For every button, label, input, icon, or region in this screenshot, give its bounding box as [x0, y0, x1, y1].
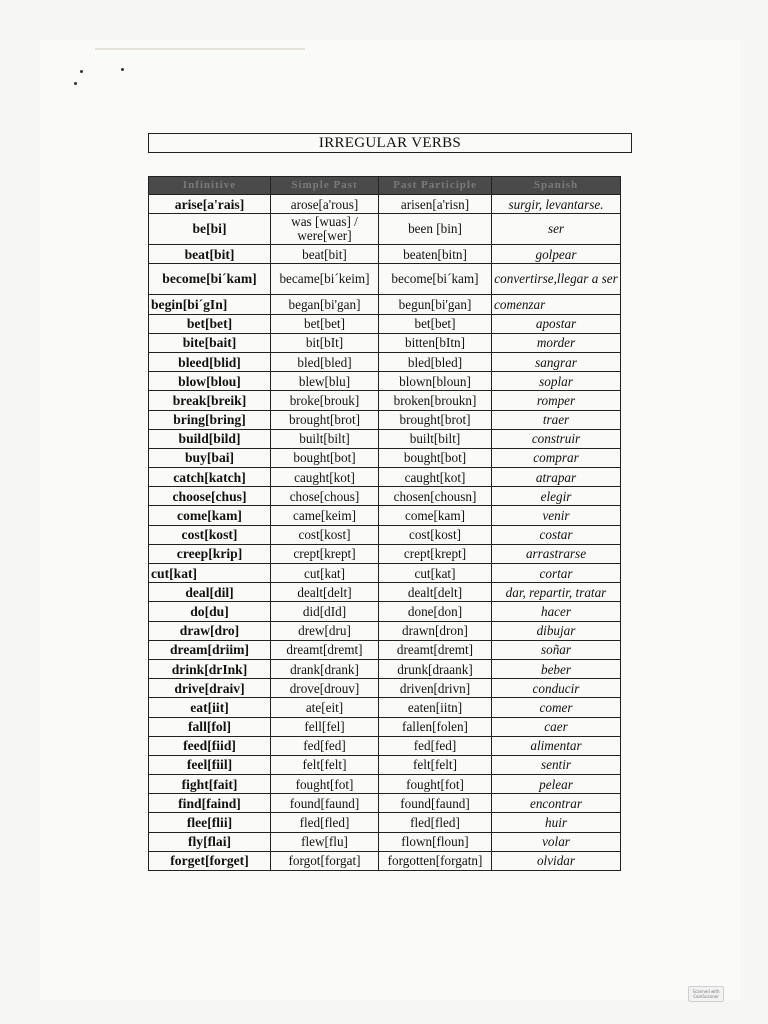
- table-row: [149, 736, 621, 755]
- infinitive-cell: feed[fiid]: [149, 736, 271, 755]
- simple-past-cell: arose[a'rous]: [271, 195, 379, 214]
- spanish-cell: traer: [492, 410, 621, 429]
- table-row: [149, 794, 621, 813]
- past-participle-cell: fought[fot]: [379, 775, 492, 794]
- past-participle-cell: dreamt[dremt]: [379, 640, 492, 659]
- spanish-cell: beber: [492, 659, 621, 678]
- infinitive-cell: do[du]: [149, 602, 271, 621]
- infinitive-cell: bet[bet]: [149, 314, 271, 333]
- table-row: [149, 372, 621, 391]
- simple-past-cell: bought[bot]: [271, 448, 379, 467]
- spanish-cell: cortar: [492, 564, 621, 583]
- table-row: [149, 314, 621, 333]
- infinitive-cell: catch[katch]: [149, 468, 271, 487]
- infinitive-cell: be[bi]: [149, 214, 271, 245]
- irregular-verbs-table: [148, 176, 621, 871]
- infinitive-cell: bring[bring]: [149, 410, 271, 429]
- infinitive-cell: break[breik]: [149, 391, 271, 410]
- camscanner-badge: [688, 986, 724, 1002]
- past-participle-cell: done[don]: [379, 602, 492, 621]
- simple-past-cell: forgot[forgat]: [271, 851, 379, 870]
- past-participle-cell: drawn[dron]: [379, 621, 492, 640]
- simple-past-cell: drew[dru]: [271, 621, 379, 640]
- infinitive-cell: fly[flai]: [149, 832, 271, 851]
- past-participle-cell: bought[bot]: [379, 448, 492, 467]
- spanish-cell: dar, repartir, tratar: [492, 583, 621, 602]
- infinitive-cell: creep[krip]: [149, 544, 271, 563]
- spanish-cell: venir: [492, 506, 621, 525]
- table-row: [149, 583, 621, 602]
- spanish-cell: sangrar: [492, 352, 621, 371]
- infinitive-cell: become[bi´kam]: [149, 264, 271, 295]
- table-row: [149, 679, 621, 698]
- infinitive-cell: cut[kat]: [149, 564, 271, 583]
- past-participle-cell: bled[bled]: [379, 352, 492, 371]
- table-row: [149, 195, 621, 214]
- simple-past-cell: crept[krept]: [271, 544, 379, 563]
- spanish-cell: comprar: [492, 448, 621, 467]
- simple-past-cell: fought[fot]: [271, 775, 379, 794]
- past-participle-cell: found[faund]: [379, 794, 492, 813]
- spanish-cell: elegir: [492, 487, 621, 506]
- infinitive-cell: buy[bai]: [149, 448, 271, 467]
- header-infinitive: Infinitive: [149, 177, 271, 195]
- infinitive-cell: forget[forget]: [149, 851, 271, 870]
- table-body: [149, 195, 621, 871]
- scan-speck: [74, 82, 77, 85]
- table-row: [149, 544, 621, 563]
- past-participle-cell: arisen[a'risn]: [379, 195, 492, 214]
- infinitive-cell: bleed[blid]: [149, 352, 271, 371]
- infinitive-cell: feel[fiil]: [149, 755, 271, 774]
- infinitive-cell: build[bild]: [149, 429, 271, 448]
- simple-past-cell: dealt[delt]: [271, 583, 379, 602]
- infinitive-cell: fall[fol]: [149, 717, 271, 736]
- spanish-cell: dibujar: [492, 621, 621, 640]
- scan-edge-line: [95, 48, 305, 50]
- simple-past-cell: felt[felt]: [271, 755, 379, 774]
- table-row: [149, 602, 621, 621]
- past-participle-cell: become[bi´kam]: [379, 264, 492, 295]
- spanish-cell: conducir: [492, 679, 621, 698]
- simple-past-cell: was [wuas] / were[wer]: [271, 214, 379, 245]
- simple-past-cell: blew[blu]: [271, 372, 379, 391]
- infinitive-cell: flee[flii]: [149, 813, 271, 832]
- past-participle-cell: come[kam]: [379, 506, 492, 525]
- simple-past-cell: caught[kot]: [271, 468, 379, 487]
- past-participle-cell: cost[kost]: [379, 525, 492, 544]
- spanish-cell: olvidar: [492, 851, 621, 870]
- simple-past-cell: bled[bled]: [271, 352, 379, 371]
- spanish-cell: encontrar: [492, 794, 621, 813]
- simple-past-cell: brought[brot]: [271, 410, 379, 429]
- past-participle-cell: brought[brot]: [379, 410, 492, 429]
- table-row: [149, 214, 621, 245]
- infinitive-cell: drive[draiv]: [149, 679, 271, 698]
- header-simple-past: Simple Past: [271, 177, 379, 195]
- past-participle-cell: bitten[bItn]: [379, 333, 492, 352]
- spanish-cell: comer: [492, 698, 621, 717]
- simple-past-cell: found[faund]: [271, 794, 379, 813]
- table-row: [149, 448, 621, 467]
- table-row: [149, 698, 621, 717]
- infinitive-cell: deal[dil]: [149, 583, 271, 602]
- past-participle-cell: built[bilt]: [379, 429, 492, 448]
- simple-past-cell: began[bi'gan]: [271, 295, 379, 314]
- past-participle-cell: chosen[chousn]: [379, 487, 492, 506]
- spanish-cell: soñar: [492, 640, 621, 659]
- spanish-cell: huir: [492, 813, 621, 832]
- table-row: [149, 717, 621, 736]
- infinitive-cell: draw[dro]: [149, 621, 271, 640]
- spanish-cell: morder: [492, 333, 621, 352]
- spanish-cell: arrastrarse: [492, 544, 621, 563]
- spanish-cell: construir: [492, 429, 621, 448]
- infinitive-cell: drink[drInk]: [149, 659, 271, 678]
- simple-past-cell: fed[fed]: [271, 736, 379, 755]
- simple-past-cell: fell[fel]: [271, 717, 379, 736]
- past-participle-cell: broken[broukn]: [379, 391, 492, 410]
- spanish-cell: volar: [492, 832, 621, 851]
- simple-past-cell: came[keim]: [271, 506, 379, 525]
- infinitive-cell: begin[bi´gIn]: [149, 295, 271, 314]
- spanish-cell: caer: [492, 717, 621, 736]
- past-participle-cell: fled[fled]: [379, 813, 492, 832]
- simple-past-cell: bet[bet]: [271, 314, 379, 333]
- past-participle-cell: eaten[iitn]: [379, 698, 492, 717]
- infinitive-cell: beat[bit]: [149, 245, 271, 264]
- past-participle-cell: forgotten[forgatn]: [379, 851, 492, 870]
- table-row: [149, 640, 621, 659]
- table-row: [149, 525, 621, 544]
- table-row: [149, 468, 621, 487]
- page-title: IRREGULAR VERBS: [148, 133, 632, 153]
- infinitive-cell: choose[chus]: [149, 487, 271, 506]
- simple-past-cell: flew[flu]: [271, 832, 379, 851]
- spanish-cell: soplar: [492, 372, 621, 391]
- past-participle-cell: fed[fed]: [379, 736, 492, 755]
- table-row: [149, 264, 621, 295]
- table-row: [149, 245, 621, 264]
- table-row: [149, 487, 621, 506]
- table-row: [149, 832, 621, 851]
- simple-past-cell: did[dId]: [271, 602, 379, 621]
- table-row: [149, 755, 621, 774]
- simple-past-cell: broke[brouk]: [271, 391, 379, 410]
- table-row: [149, 621, 621, 640]
- past-participle-cell: driven[drivn]: [379, 679, 492, 698]
- table-row: [149, 410, 621, 429]
- infinitive-cell: cost[kost]: [149, 525, 271, 544]
- table-row: [149, 851, 621, 870]
- past-participle-cell: dealt[delt]: [379, 583, 492, 602]
- past-participle-cell: been [bin]: [379, 214, 492, 245]
- scan-speck: [121, 68, 124, 71]
- header-past-participle: Past Participle: [379, 177, 492, 195]
- past-participle-cell: cut[kat]: [379, 564, 492, 583]
- infinitive-cell: fight[fait]: [149, 775, 271, 794]
- scanner-line2: CamScanner: [693, 994, 719, 999]
- simple-past-cell: bit[bIt]: [271, 333, 379, 352]
- table-row: [149, 333, 621, 352]
- table-row: [149, 813, 621, 832]
- table-row: [149, 659, 621, 678]
- infinitive-cell: arise[a'rais]: [149, 195, 271, 214]
- simple-past-cell: built[bilt]: [271, 429, 379, 448]
- table-row: [149, 391, 621, 410]
- table-row: [149, 564, 621, 583]
- past-participle-cell: flown[floun]: [379, 832, 492, 851]
- spanish-cell: atrapar: [492, 468, 621, 487]
- infinitive-cell: eat[iit]: [149, 698, 271, 717]
- spanish-cell: hacer: [492, 602, 621, 621]
- past-participle-cell: begun[bi'gan]: [379, 295, 492, 314]
- infinitive-cell: blow[blou]: [149, 372, 271, 391]
- scanner-line1: Scanned with: [692, 989, 720, 994]
- past-participle-cell: fallen[folen]: [379, 717, 492, 736]
- infinitive-cell: come[kam]: [149, 506, 271, 525]
- table-row: [149, 429, 621, 448]
- infinitive-cell: bite[bait]: [149, 333, 271, 352]
- simple-past-cell: chose[chous]: [271, 487, 379, 506]
- table-row: [149, 295, 621, 314]
- past-participle-cell: beaten[bitn]: [379, 245, 492, 264]
- table-header: [149, 177, 621, 195]
- simple-past-cell: cut[kat]: [271, 564, 379, 583]
- simple-past-cell: drank[drank]: [271, 659, 379, 678]
- spanish-cell: sentir: [492, 755, 621, 774]
- spanish-cell: surgir, levantarse.: [492, 195, 621, 214]
- infinitive-cell: dream[driim]: [149, 640, 271, 659]
- simple-past-cell: cost[kost]: [271, 525, 379, 544]
- infinitive-cell: find[faind]: [149, 794, 271, 813]
- spanish-cell: apostar: [492, 314, 621, 333]
- past-participle-cell: bet[bet]: [379, 314, 492, 333]
- past-participle-cell: felt[felt]: [379, 755, 492, 774]
- spanish-cell: comenzar: [492, 295, 621, 314]
- header-spanish: Spanish: [492, 177, 621, 195]
- past-participle-cell: crept[krept]: [379, 544, 492, 563]
- spanish-cell: golpear: [492, 245, 621, 264]
- simple-past-cell: fled[fled]: [271, 813, 379, 832]
- table-row: [149, 352, 621, 371]
- simple-past-cell: ate[eit]: [271, 698, 379, 717]
- simple-past-cell: dreamt[dremt]: [271, 640, 379, 659]
- past-participle-cell: blown[bloun]: [379, 372, 492, 391]
- spanish-cell: convertirse,llegar a ser: [492, 264, 621, 295]
- past-participle-cell: drunk[draank]: [379, 659, 492, 678]
- spanish-cell: ser: [492, 214, 621, 245]
- table-row: [149, 775, 621, 794]
- scan-speck: [80, 70, 83, 73]
- spanish-cell: alimentar: [492, 736, 621, 755]
- simple-past-cell: became[bi´keim]: [271, 264, 379, 295]
- spanish-cell: romper: [492, 391, 621, 410]
- past-participle-cell: caught[kot]: [379, 468, 492, 487]
- simple-past-cell: drove[drouv]: [271, 679, 379, 698]
- simple-past-cell: beat[bit]: [271, 245, 379, 264]
- spanish-cell: pelear: [492, 775, 621, 794]
- spanish-cell: costar: [492, 525, 621, 544]
- table-row: [149, 506, 621, 525]
